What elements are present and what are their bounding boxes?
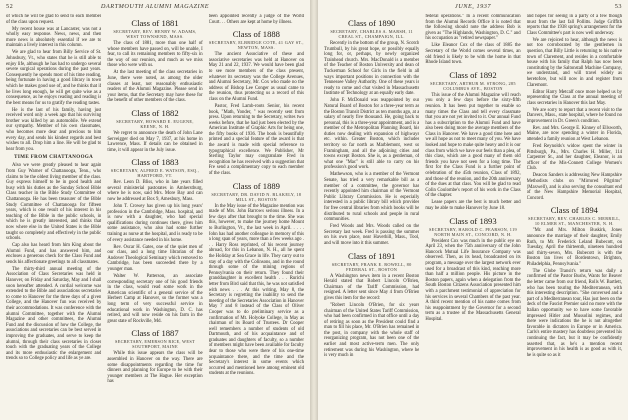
body-paragraph: John F. McDonald was reappointed by our Natural Board of Boston for a three-year term as the Boston Transit District as ten months ago, at a salary of nearly five thousand. He, going back to personal, this is a three-year appointment, and is a member of the Metropolitan Planning Board, his duties now dealing with expansion of highways etc. within. Greater Boston, which includes territory so far north as Marblemont, west so Framingham, and all the adjoining cities and towns except Boston. She is, as a gentleman, of what one "Mac" is still able to carry on his profession's good work. bbox=[324, 98, 420, 171]
body-paragraph: While this issue appears the class will be assembled in Hanover on the way. There are some disappointments regarding the time for dinners and planning for Europe to be with their younger members at The Hague. Her exception has bbox=[107, 351, 203, 385]
body-paragraph: been appointed recently a judge of the World Court. . . Others are kept at home by illness. bbox=[208, 14, 304, 25]
body-paragraph: Also we were greatly pleased to hear again from Guy Warner of Chattanooga, Tenn., who claims to be the oldest living member of the class. Guy express himself to be in good health and busy with his duties as the Sunday School Bible Class teacher in the Bible Study Committee of Chattanooga. He has been treasurer of the Bible Study Committee of Chattanooga for fifteen years, which is one result of his interest in his teaching of the Bible in the public schools, in which he is greatly interested, and thinks that now where else in the United States is the Bible taught so completely and effectively in the public schools. bbox=[6, 163, 102, 242]
body-paragraph: Rev. Oscar H. Gates, one of the quiet men of our class, and a long time librarian of the Andover Theological Seminary which removed to Cambridge, has been succeeded there by a younger man. bbox=[107, 244, 203, 272]
class-heading: Class of 1888 bbox=[232, 29, 280, 40]
body-paragraph: The Globe Transit's return was daily a confirmed of the Pastor Bushs, Wants for Beaver the letter came from our friend, Rolls W. Bartlett, who has been touring the Mediterranean, with this interesting description. "She conversed and a part of a Mediterranean tour, Has just been on the deck of the Fascist Premier said no more with the Italian opportunity we to have some favorable impressed Hitler and Mussolini regimes, and there were indications the he is not altogether favorable in dictators in Europe or in America. Carls's entire mastery has doubtless prevented his continuing the fact, but it may be confidently asserted that, as he's a mention recent improvement in his health is as good as with it, he is quite so as it bbox=[526, 268, 622, 358]
body-paragraph: A Washington news item in a recent Boston Herald stated that Robert Lincoln O'Brien, Chairman of the Tariff Commission, had resigned. A letter sent since May 4 from O'Brien gives this item for the record: bbox=[324, 273, 420, 301]
secretary-line: SECRETARY, ELBRIDGE COTE, 41 GAY ST., NEWTON, MASS. bbox=[208, 40, 304, 51]
body-paragraph: We are rejoiced to hear, although the news is not too corroborated by the gentlemen in question, that Billy Little is returning to his native town of Clarement, and resides in a comfortable house with his family that Ralph has now been constituting by the Saltonstall Machine Company, we understand, and will travel widely as heretofore, but will now in and register from Claremont. bbox=[526, 37, 622, 88]
class-heading: Class of 1890 bbox=[348, 18, 396, 28]
column-set bbox=[6, 14, 304, 420]
secretary-line: SECRETARY, ALFRED E. WATSON, ESQ., HARTFORD, VT. bbox=[110, 168, 200, 179]
class-heading: Class of 1889 bbox=[232, 180, 280, 191]
body-paragraph: Mathewson, who is a member of the Vermont Senate, has tried a very remarkable bill as a member of a committee, the governor has recently appointed him chairman of the Vermont Public Library Commission. He is especially interested in a public library bill which provides for free central libraries from which books will be distributed to rural schools and people in rural communities. bbox=[324, 172, 420, 223]
column-3 bbox=[527, 14, 622, 420]
body-paragraph: Fred Woods and Mrs. Woods called on the Secretary last week. Fred is passing the summer on his own place, near Haverhill, Mass., Tool, and will move into it this summer. bbox=[324, 224, 420, 246]
body-paragraph: Pastor, Fred Lamb-roots Senior, his recent book, "Math, Yonder, " was recently sent from press. Upon returning to the Secretary, writes two weeks before, that he had just been elected by the American Institute of Graphic Arts for being one, the fifty books of 1936. The book is beautifully printed and a special feature of the award is that the award is made with special reference to typographical excellence. We Publisher, Mr Sterling Taylor may congratulate Fred in recognition he has received with a suggestion that Fre send a complimentary copy to each member of the class. bbox=[208, 103, 304, 177]
section-subheading: TIME FROM CHATTANOOGA bbox=[14, 155, 94, 161]
page-gutter bbox=[310, 0, 318, 420]
right-page bbox=[318, 0, 628, 420]
body-paragraph: "Robert Lincoln O'Brien, for six years chairman of the United States Tariff Commission, who had been confirmed in that office until a day of retiring as soon as the President could find a man to fill his place, Mr. O'Brien has remained in the post, in company with the whole staff of reorganizing program, has not been one of the earlier and most active-term men. The only retirement was during his Washington, where he is very much in bbox=[324, 302, 420, 359]
body-paragraph: Lease papers are the best is much better and may be able to make Hanover by June 18. bbox=[425, 200, 521, 211]
secretary-line: SECRETARY, CHARLES A. MARSH, 11 CREAL ST., CHAMPAIGN, ILL. bbox=[330, 29, 413, 39]
body-paragraph: This issue of the Alumni Magazine will reach you only a few days before the sixty-fifth reunion. It has been put together to enable so many times the Class and tell every classmate that you are not yet invited to it. Our annual Fund has a subscription to the Alumni Fund and have also been doing more the average members of the Class in Hanover. We have a good time here and we all hope as not to meet many of you. We have looked and hope to make quite heavy and it is our class from which we have our feels than a plea, of this class, which are a good many of them old friends you have not seen for a long time. The first for the Class Fund is a further point of celebration of the 45th reunion, Class of 1892, and those of the reunion, and the 20th anniversary of the dues at that class. You will be glad to read Colin Coulombe's report of his work in the Class of the chapter. bbox=[425, 92, 521, 199]
running-head bbox=[6, 3, 304, 13]
body-paragraph: Deacon Sanders is addressing New Hampshire Methodists clubs on "Mirrored Pilgrims" (Maxwell), and is also serving the consultant end of the New Hampshire Memorial Hospital, Concord. bbox=[526, 173, 622, 201]
running-head bbox=[324, 3, 622, 13]
magazine-title: DARTMOUTH ALUMNI MAGAZINE bbox=[100, 3, 210, 10]
secretary-line: SECRETARY, REV. CHARLES C. MERRILL, 10 ELMER ST., MANCHESTER, N. H. bbox=[528, 216, 621, 227]
column-1 bbox=[324, 14, 419, 420]
secretary-line: SECRETARY, REV. HENRY W. ADAMS, WEST TOWNSEND, MASS. bbox=[113, 29, 197, 39]
body-paragraph: Fred Reynolds's widow spent the winter in Pittsburgh, Pa., Mrs. Charles H. Miller, 114 Carpenter St., and her daughter, Eleanor, is an officer of the Mis-Connett College Women's Club. bbox=[526, 144, 622, 172]
secretary-line: SECRETARY, EMERSON RICE, WEST SOUTHPORT, MAINE bbox=[115, 339, 195, 350]
class-heading: Class of 1892 bbox=[449, 69, 497, 80]
body-paragraph: We are glad to hear from Billy Service of St. Johnsbury, Vt., who states that he is still able to enjoy life, although he has had to undergo several severe surgical operations during the past years. Consequently he spends most of his time reading, being fortunate in having a good library in town which he makes good use of, and he thinks that if he lives long enough, he will get quite wise as a consequence, as he enjoys reading and reading is the best means for us to gratify the reading tastes. bbox=[6, 50, 102, 106]
body-paragraph: Like Eleanor Cox of the class of 1885 the Secretary of the World comes several times, an old friend is likely to be with the home in that Rhode Island town. bbox=[425, 43, 521, 66]
body-paragraph: We regret to announce the death of John Lane Serveigger died on May 7, 1937, at his home in Lawrence, Mass. If details can be obtained in time, it will appear in the July issue. bbox=[107, 130, 203, 153]
secretary-line: SECRETARY, ARTHUR M. STRONG, 285 COLUMBUS AVE., BOSTON bbox=[430, 80, 516, 91]
class-heading: Class of 1893 bbox=[449, 215, 497, 226]
body-paragraph: The thirty-third annual meeting of the Association of Class Secretaries was held in Hanover, on Friday and Saturday, May and I shall soon hereafter attended. A cordial welcome was extended to the Bible and associations secretaries to come to Hanover for the three days of a given College, and the Hanover fun was received by their accommodations. It was conference with the alumni Committee, together with the Alumni Magazine and other committees, the Alumni Fund and the discussion of how the College, the associations and secretaries can be best served in improving the graduates, and serve to keep the alumni, through their class secretaries in closer touch with the graduating years of the College and its more enthusiastic the enlargement and trends so to College policy and life as ye are. bbox=[6, 266, 102, 362]
body-paragraph: The ancient Associative of these and associative secretaries was held at Hanover on May 21 and 22, 1937. We would have been glad to see more members of the class present, whatever its secretary was the College Avenues, and Alumni Secretary, Mr. Cox who made no the address of Bishop Lee Conger as usual came to the reunion, thus protecting us a record of this class on the Alumni Fund. bbox=[208, 52, 304, 102]
left-page bbox=[0, 0, 310, 420]
body-paragraph: Rev. Leon D. Bliss, who in late years filled several ministerial pastorates in Amherstburg, where he is now, said Mrs. More Bay and can now be addressed at Box 9, Amesbury, Mass. bbox=[107, 180, 203, 203]
body-paragraph: federal operations." In a recent communication from the Alumni Records Office it is noted that the following should note the address Bob is given as "The Highlands, Washington, D. C." and his occupation as "retired newspaper." bbox=[425, 14, 521, 42]
body-paragraph: of which he will be glad to send to each member of the class upon request. bbox=[6, 14, 102, 25]
body-paragraph: The class of 1881, more than one half of whose members have passed on, will be unable, I fear, to call its remaining members to fifty-six in the way of our reunion, and much as we miss those who were with us. bbox=[107, 41, 203, 69]
secretary-line: SECRETARY, DR. DAVID N. BLAKELY, 18 MILL ST., BOSTON bbox=[211, 191, 302, 202]
column-2 bbox=[425, 14, 520, 420]
body-paragraph: He is the last of his family, having just received word only a week ago that his surviving brother was killed by an automobile. We extend our sympathy. Member of his own classmates, who becomes more dear and precious to him every day, and sends his kindest regards and best wishes to all. Drop him a line. He will be glad to hear from you. bbox=[6, 107, 102, 152]
class-heading: Class of 1894 bbox=[550, 205, 598, 216]
class-heading: Class of 1887 bbox=[131, 328, 179, 339]
column-1 bbox=[6, 14, 101, 420]
body-paragraph: Editor Harry Metcalf once more helped us by representing the Class at the annual meeting of class secretaries in Hanover this last May. bbox=[526, 89, 622, 106]
column-3 bbox=[209, 14, 304, 420]
secretary-line: SECRETARY, HOWARD E. EUGENE, KEENE, N. H. bbox=[116, 118, 194, 129]
class-heading: Class of 1891 bbox=[348, 250, 396, 261]
body-paragraph: "Mr. and Mrs. Milton Buskirk, Jones announce the marriage of their daughter, Emily Ruth, to Mr. Frederick Leland Bubecott, on Tuesday, April the thirteenth, nineteen hundred and thirty-seven, Mrs. Bubecott is with the Boston lan lives of Bordentown, Brighton, Philadelphia, Pennsylvania." bbox=[526, 228, 622, 267]
body-paragraph: Recently in the bottom of the group, N. Scotch Trumbull, by his great hope, or possibly equally long for, or, perhaps, by newly organized Trainhead church. Mrs. MacDonald is a member of the Teacher of Boston University and dean of Tuckerman School for Girls in the field in all ways important positions in connection with the Tennessee Valley Authority. One of these years is ready to come and chat visited in Massachusetts Institute of Technology at an equally early date. bbox=[324, 41, 420, 97]
page-number: 52 bbox=[6, 3, 14, 10]
column-set bbox=[324, 14, 622, 420]
body-paragraph: and hopes for seeing in a party of a few though must from the last fall Pollitts. Judge Griffith reports that the 1938 spring's arrangement for the Class Committee's part is now well underway. bbox=[526, 14, 622, 36]
body-paragraph: We are sorry to report that a recent visit to the Danvers, Mass., state hospital, where he found no improvement in Dr. Green's condition. bbox=[526, 107, 622, 124]
class-heading: Class of 1883 bbox=[131, 157, 179, 168]
body-paragraph: In the May issue of the Magazine mention was made of Mrs. John Barrows serious illness. In a few days after that brought to the time. She was this, however, to make the journey home Mount to Burlington, Vt., the last week in April. . . . . John has had another colleague in memory of this a long span of years, more than a few weeks ago . . . Harry Ross reprinted, of his recent journey abroad, for this in Lebanon, N. H., all he spent the Holiday at Sea Grace in life. They carry out to stay of a day with the Colinsons, and in the round through some of the mining regions of Pennsylvania on their return. They found their granddaughter in excellent health . . . Rurichi letter from Bird said that this, he was not satisfied with news . . . At this writing, May 8, the Secretary is regretting the inability to send the meeting of the Secretaries Association in Hanover May 7 and 8 instead of the Class of Oliver Cooper was to do preliminary service as a confirmation of Mt. Holyoke College, in May as chairman of its Board of Trustees. Dr Cooper well remembers a number of students of old Dartmouth, and of his acquaintance and of graduates and daughters of faculty, so a number of members might have been available for faculty dear to those who were there of his one-time acquaintance there, and the time and the Secretary's interest in some events which occurred and mentioned here among eminent old students at the reunions. bbox=[208, 203, 304, 377]
class-heading: Class of 1882 bbox=[131, 107, 179, 118]
secretary-line: SECRETARY, HAROLD C. PEARSON, 119 NORTH MAIN ST., CONCORD, N. H. bbox=[428, 226, 517, 237]
body-paragraph: My recent house was at Lancaster, was not a wholly easy response. News, news, and then more news is absolutely essential if we are to maintain a lively interest in this column. bbox=[6, 26, 102, 49]
issue-date: JUNE, 1937 bbox=[454, 3, 492, 10]
body-paragraph: Cap also has heard from him King about the Alumni Fund, and has answered him, and encloses a generous check for the Class Fund and sends his affectionate greetings to all classmates. bbox=[6, 243, 102, 265]
body-paragraph: At the last meeting of the class secretaries in June, there were noted, as among the older classes at least, not reasonably enthusiastic readers of the Alumni Magazine. Please send in your items, that the Secretary may have these for the benefit of other members of the class. bbox=[107, 70, 203, 104]
body-paragraph: Walter W. Patterson, an associate corresponding secretary one of his good friends in the class, would read some work in the American scientific of a general service of the Herbert Camp at Hanover, so the former was a long term of very successful service in educational work in Washington, D. C. has retired, and will now reside on his farm in the great state of Rockville, Md. bbox=[107, 273, 203, 324]
column-2 bbox=[107, 14, 202, 420]
body-paragraph: President Cox was much in the public eye on April 23, when the 75th anniversary of the John Hancock Mutual Life Insurance Company was observed. Then, as its head, broadcasted on its program, a message over the largest network ever used for a broadcast of this kind, reaching more than half a million people. His picture in the Boston papers, again when a delegation from the South Boston Citizens Association presented him with a parchment testimonial of appreciation for his services in several Chambers of the past year. A third recent mention of his name comes from his reappointment by the Governor for a second term as a trustee of the Massachusetts General Hospital. bbox=[425, 238, 521, 322]
secretary-line: SECRETARY, FRANK E. ROWELL, 80 FEDERAL ST., BOSTON bbox=[331, 261, 412, 272]
class-heading: Class of 1881 bbox=[131, 18, 179, 28]
body-paragraph: John T. Crowey has given up his long years' profession in the Cambridge, Mass. hospital, and is now with a daughter, who had special qualifications during continues there, gives him some assistance, who also had some further training as nurse at the hospital, and is ready to be of every assistance needed in his home. bbox=[107, 204, 203, 243]
page-number: 53 bbox=[614, 3, 622, 10]
body-paragraph: Rev. and Mrs. George E. Kinney of Ellsworth, Maine, are now spending a winter in Florida, attended a family reunion at West Lebanon. bbox=[526, 125, 622, 143]
